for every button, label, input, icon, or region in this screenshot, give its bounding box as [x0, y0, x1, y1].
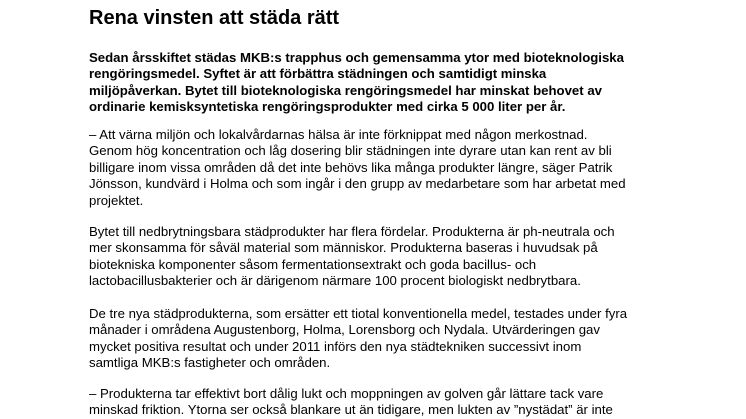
- text-line: mycket positiva resultat och under 2011 införs den nya städtekniken successivt inom: [89, 338, 582, 354]
- text-line: De tre nya städprodukterna, som ersätter ett tiotal konventionella medel, testades under fyra: [89, 306, 628, 321]
- lead-line: Sedan årsskiftet städas MKB:s trapphus och gemensamma ytor med bioteknologiska: [89, 50, 624, 65]
- body-paragraph-2: [89, 224, 719, 290]
- text-line: – Produkterna tar effektivt bort dålig lukt och moppningen av golven går lättare tack vare: [89, 386, 604, 401]
- document-title: Rena vinsten att städa rätt: [89, 7, 340, 29]
- text-line: samtliga MKB:s fastigheter och områden.: [89, 355, 331, 371]
- text-line: Bytet till nedbrytningsbara städprodukter har flera fördelar. Produkterna är ph-neutrala och: [89, 224, 615, 239]
- text-line: Jönsson, kundvärd i Holma och som ingår i den grupp av medarbetare som har arbetat med: [89, 176, 626, 192]
- lead-paragraph: [89, 50, 719, 116]
- text-line: – Att värna miljön och lokalvårdarnas hälsa är inte förknippat med någon merkostnad.: [89, 127, 588, 142]
- text-line: billigare inom vissa områden då det inte behövs lika många produkter längre, säger Patrik: [89, 159, 613, 175]
- lead-line: miljöpåverkan. Bytet till bioteknologiska rengöringsmedel har minskat behovet av: [89, 82, 602, 98]
- text-line: minskad friktion. Ytorna ser också blankare ut än tidigare, men lukten av ”nystädat” är inte: [89, 402, 613, 418]
- lead-line: rengöringsmedel. Syftet är att förbättra städningen och samtidigt minska: [89, 66, 547, 82]
- text-line: mer skonsamma för såväl material som människor. Produkterna baseras i huvudsak på: [89, 240, 598, 256]
- text-line: biotekniska komponenter såsom fermentationsextrakt och goda bacillus- och: [89, 256, 537, 272]
- text-line: lactobacillusbakterier och är därigenom närmare 100 procent biologiskt nedbrytbara.: [89, 273, 581, 289]
- text-line: månader i områdena Augustenborg, Holma, Lorensborg och Nydala. Utvärderingen gav: [89, 322, 600, 338]
- body-paragraph-1: [89, 127, 719, 209]
- body-paragraph-4: [89, 386, 719, 419]
- body-paragraph-3: [89, 306, 719, 372]
- text-line: Genom hög koncentration och låg dosering blir städningen inte dyrare utan kan rent av bli: [89, 143, 612, 159]
- lead-line: ordinarie kemisksyntetiska rengöringsprodukter med cirka 5 000 liter per år.: [89, 99, 566, 115]
- text-line: projektet.: [89, 192, 144, 208]
